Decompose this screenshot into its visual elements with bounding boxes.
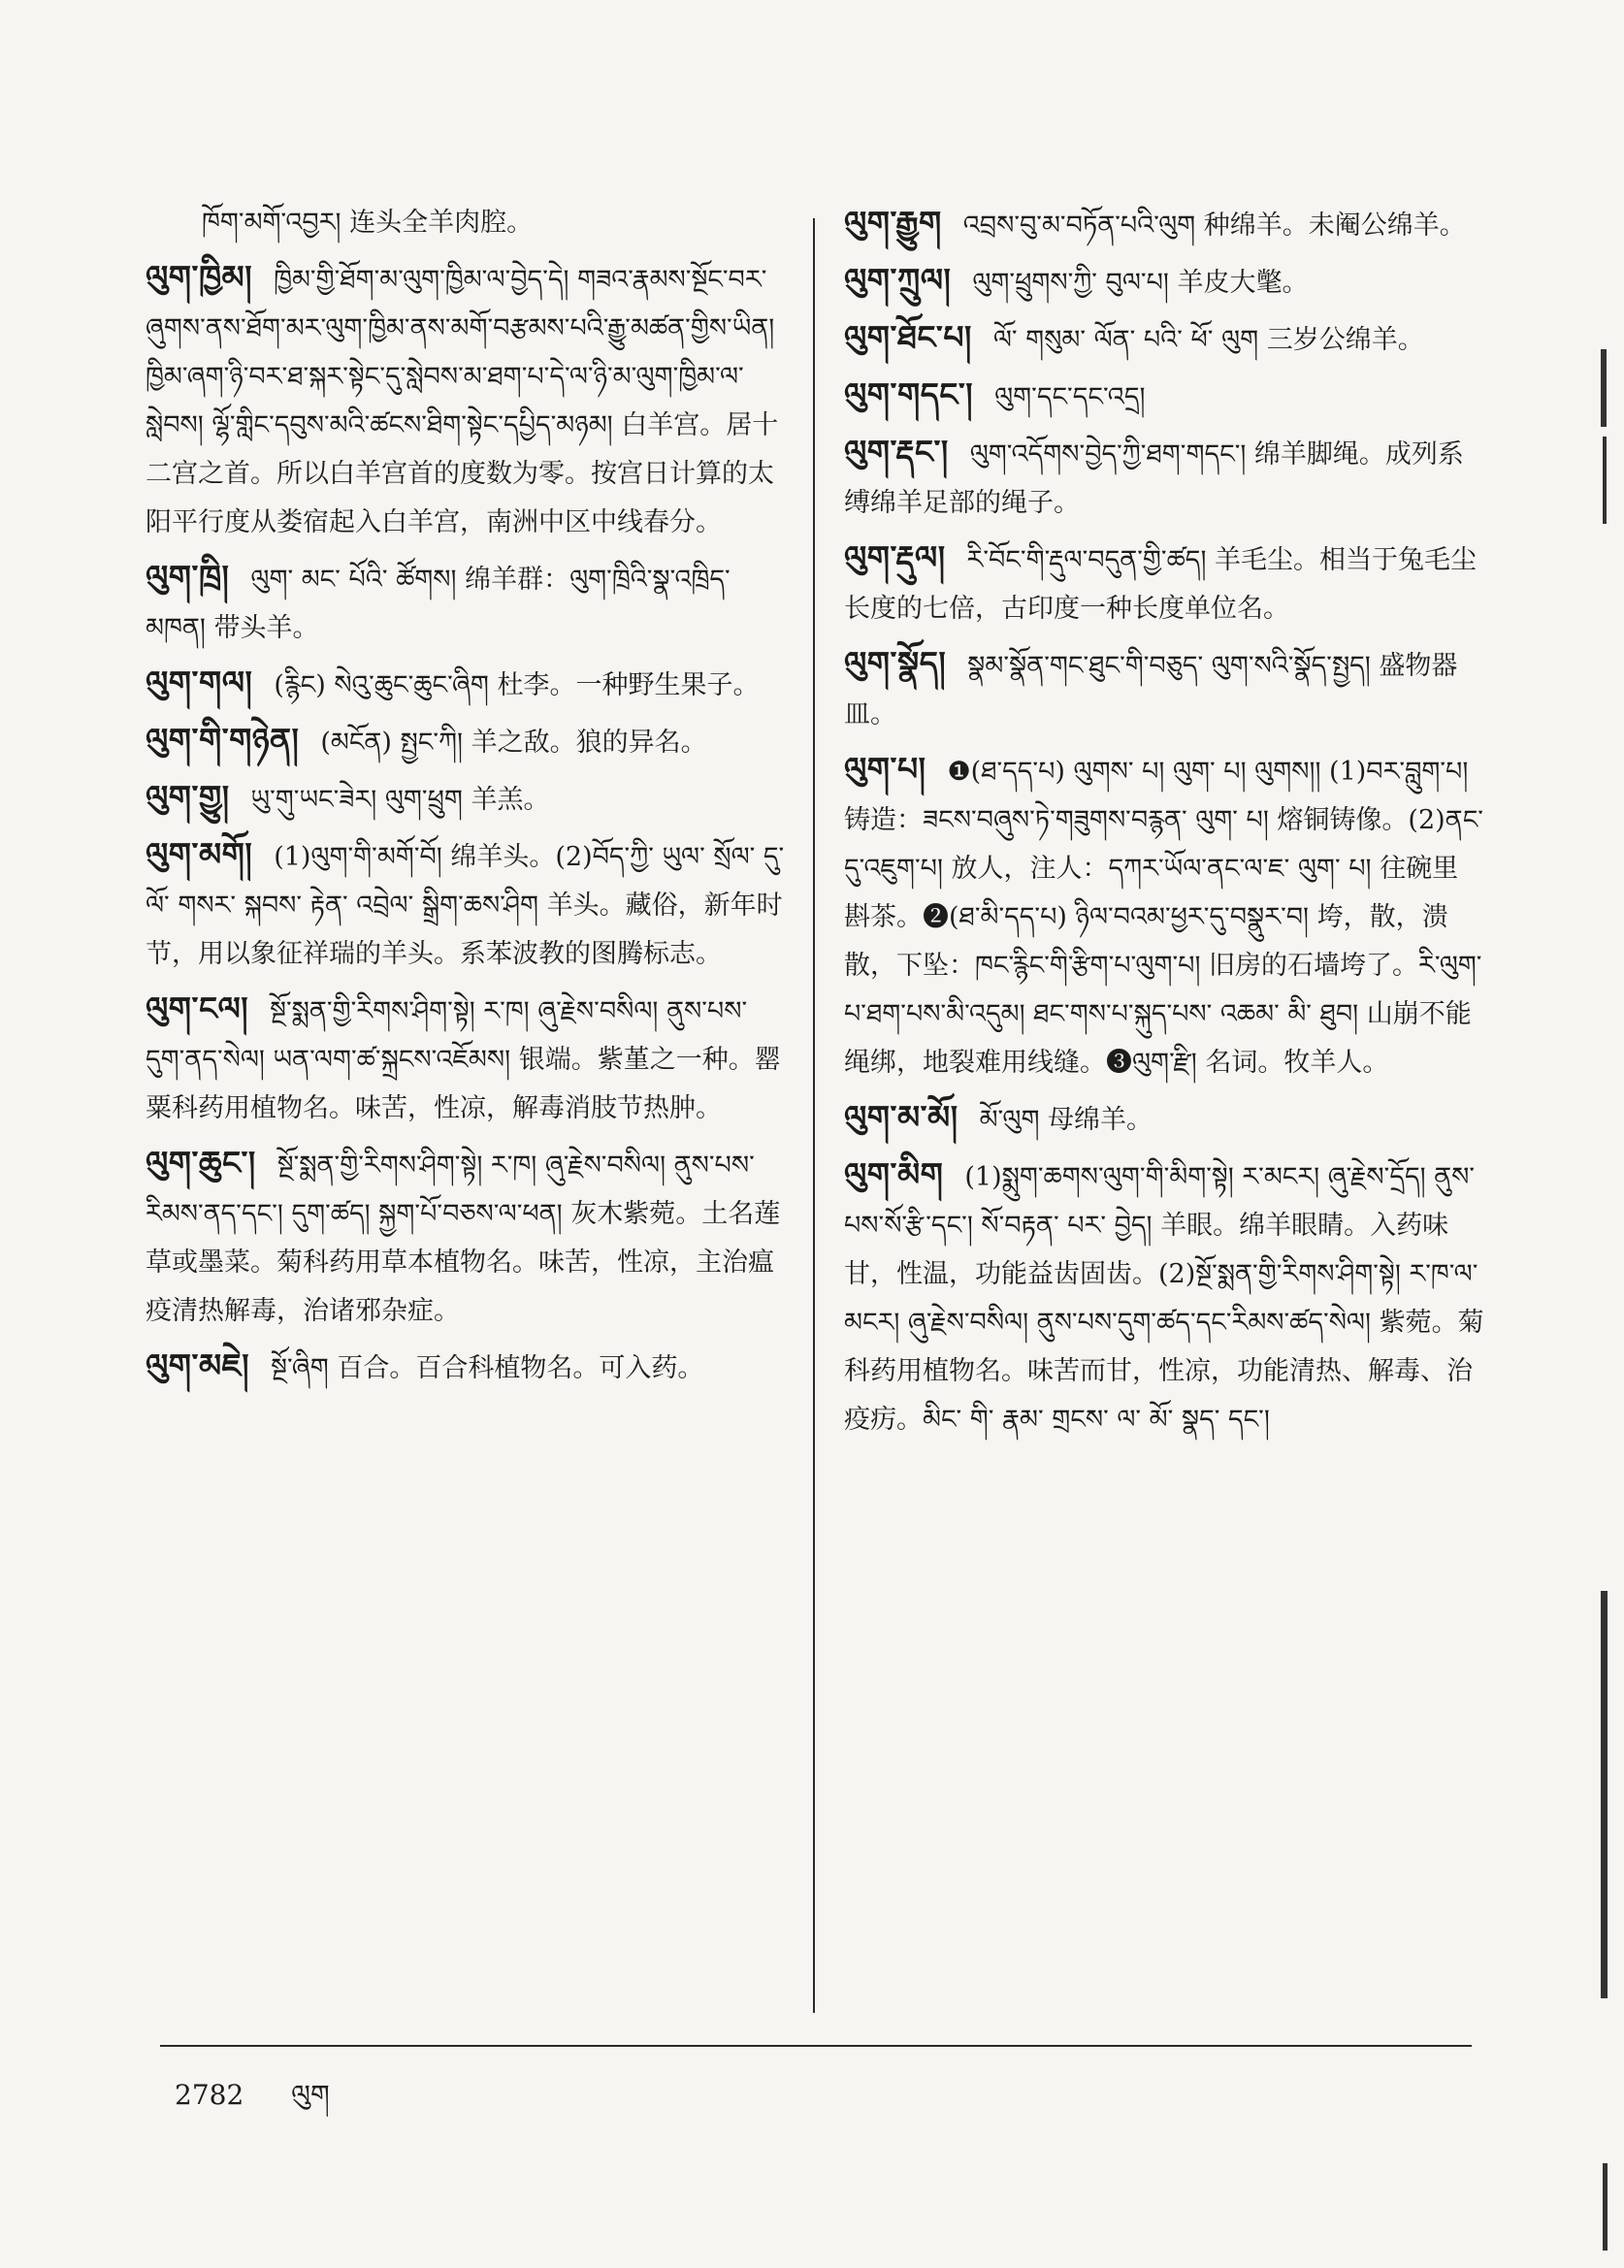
scan-mark [1601,1591,1608,1998]
dictionary-entry [844,745,1484,1087]
dictionary-entry [844,313,1484,365]
entry-definition: མོ་ལུག 母绵羊。 [979,1105,1153,1135]
entry-headword: ལུག་ཁྲི། [146,558,230,596]
page-footer [175,2064,330,2141]
page-number: 2782 [175,2079,244,2111]
entry-headword: ལུག་པ། [844,750,926,788]
entry-definition: སྔོ་ཞིག 百合。百合科植物名。可入药。 [271,1353,704,1383]
dictionary-entry [146,253,786,547]
dictionary-entry [844,639,1484,739]
dictionary-entry [844,534,1484,633]
left-entry-list [146,253,786,1393]
entry-definition: ཁྱིམ་གྱི་ཐོག་མ་ལུག་ཁྱིམ་ལ་བྱེད་དེ། གཟའ་རྣམས་སྔོང་བར་ཞུགས་ནས་ཐོག་མར་ལུག་ཁྱིམ་ནས་མགོ་བརྩམས་པའི་རྒྱུ་མཚན་གྱིས་ཡིན། ཁྱིམ་ཞག་ཉི་བར་ཐ་སྐར་སྟེང་དུ་སླེབས་མ་ཐག་པ་དེ་ལ་ཉི་མ་ལུག་ཁྱིམ་ལ་སླེབས། ལྷོ་གླིང་དབུས་མའི་ཚངས་ཐིག་སྟེང་དཔྱིད་མཉམ། 白羊宫。居十二宫之首。所以白羊宫首的度数为零。按宫日计算的太阳平行度从娄宿起入白羊宫，南洲中区中线春分。 [146,265,779,537]
dictionary-entry [844,371,1484,422]
entry-definition: རི་བོང་གི་རྡུལ་བདུན་གྱི་ཚད། 羊毛尘。相当于兔毛尘长度的七倍，古印度一种长度单位名。 [844,545,1478,624]
entry-headword: ལུག་གལ། [146,664,253,701]
entry-headword: ལུག་མ་མོ། [844,1098,958,1136]
dictionary-entry [844,199,1484,250]
scan-mark [1603,437,1607,524]
entry-definition: ཡུ་གུ་ཡང་ཟེར། ལུག་ཕྲུག 羊羔。 [250,785,550,815]
dictionary-entry [146,830,786,979]
dictionary-entry [146,773,786,825]
footer-rule [160,2045,1472,2047]
dictionary-entry [844,256,1484,308]
entry-definition: འབྲས་བུ་མ་བཏོན་པའི་ལུག 种绵羊。未阉公绵羊。 [962,211,1466,241]
entry-headword: ལུག་རྡང་། [844,433,949,470]
entry-headword: ལུག་རྒྱུག [844,204,942,242]
entry-definition: སྣམ་སྣོན་གང་ཐུང་གི་བཅུད་ ལུག་སའི་སྣོད་སྤྱད། 盛物器皿。 [844,651,1458,729]
entry-definition: སྔོ་སྨན་གྱི་རིགས་ཤིག་སྟེ། ར་ཁ། ཞུ་རྗེས་བསིལ། ནུས་པས་རིམས་ནད་དང་། དུག་ཚད། སྐྱག་པོ་བཅས་ལ་ཕན། 灰木紫菀。土名莲草或墨菜。菊科药用草本植物名。味苦，性凉，主治瘟疫清热解毒，治诸邪杂症。 [146,1150,781,1326]
entry-definition: (1)ལུག་གི་མགོ་བོ། 绵羊头。(2)བོད་ཀྱི་ ཡུལ་ སྲོལ་ དུ་ ལོ་ གསར་ སྐབས་ རྟེན་ འབྲེལ་ སྒྲིག་ཆས་ཤིག 羊头。藏俗，新年时节，用以象征祥瑞的羊头。系苯波教的图腾标志。 [146,842,785,969]
dictionary-entry [146,553,786,653]
scan-mark [1603,2163,1608,2251]
entry-headword: ལུག་མགོ། [146,835,253,873]
entry-headword: ལུག་གྱུ། [146,778,230,816]
entry-headword: ལུག་སྣོད། [844,644,947,682]
entry-definition: (1)སྨུག་ཆགས་ལུག་གི་མིག་སྟེ། ར་མངར། ཞུ་རྗེས་དྲོད། ནུས་པས་སོ་རྩི་དང་། སོ་བརྟན་ པར་ བྱེད། 羊眼。绵羊眼睛。入药味甘，性温，功能益齿固齿。(2)སྔོ་སྨན་གྱི་རིགས་ཤིག་སྟེ། ར་ཁ་ལ་མངར། ཞུ་རྗེས་བསིལ། ནུས་པས་དུག་ཚད་དང་རིམས་ཚད་སེལ། 紫菀。菊科药用植物名。味苦而甘，性凉，功能清热、解毒、治疫疠。མིང་ གི་ རྣམ་ གྲངས་ ལ་ མོ་ སྣད་ དང་། [844,1162,1484,1435]
entry-definition: (རྙིང) སེའུ་ཆུང་ཆུང་ཞིག 杜李。一种野生果子。 [274,670,760,700]
left-column [146,199,786,1399]
entry-headword: ལུག་ཐོང་པ། [844,318,972,356]
dictionary-entry [146,1139,786,1336]
dictionary-entry [146,1342,786,1393]
entry-headword: ལུག་ཁྱིམ། [146,258,253,296]
running-head: ལུག [291,2079,330,2111]
entry-definition: ❶(ཐ་དད་པ) ལུགས་ པ། ལུག་ པ། ལུགས།། (1)བར་བླུག་པ། 铸造：ཟངས་བཞུས་ཏེ་གཟུགས་བརྙན་ ལུག་ པ། 熔铜铸像。(2)ནང་དུ་འཇུག་པ། 放人，注人：དཀར་ཡོལ་ནང་ལ་ཇ་ ལུག་ པ། 往碗里斟茶。❷(ཐ་མི་དད་པ) ཉིལ་བའམ་ཕྱར་དུ་བསྣུར་བ། 垮，散，溃散，下坠：ཁང་རྙིང་གི་རྩིག་པ་ལུག་པ། 旧房的石墙垮了。རི་ལུག་པ་ཐག་པས་མི་འདུམ། ཐང་གས་པ་སྐུད་པས་ འཆམ་ མི་ ཐུབ། 山崩不能绳绑，地裂难用线缝。❸ལུག་རྫི། 名词。牧羊人。 [844,757,1483,1078]
entry-headword: ལུག་རྡུལ། [844,538,946,576]
dictionary-entry [146,716,786,767]
dictionary-entry [844,1150,1484,1444]
dictionary-entry [844,428,1484,528]
entry-headword: ལུག་གདང་། [844,375,974,413]
dictionary-entry [146,985,786,1133]
entry-headword: ལུག་མཇེ། [146,1346,250,1384]
entry-definition: ལོ་ གསུམ་ ལོན་ པའི་ ཕོ་ ལུག 三岁公绵羊。 [992,325,1424,355]
continuation-text: ཁོག་མགོ་འབྱར། 连头全羊肉腔。 [202,208,534,238]
entry-definition: ལུག་ མང་ པོའི་ ཚོགས། 绵羊群：ལུག་ཁྲིའི་སྣ་འཁྲིད་མཁན། 带头羊。 [146,565,731,643]
entry-headword: ལུག་ཀྲུལ། [844,261,952,299]
scan-mark [1601,349,1607,427]
entry-headword: ལུག་མིག [844,1155,944,1193]
entry-headword: ལུག་ཆུང་། [146,1144,256,1182]
entry-headword: ལུག་ངལ། [146,989,249,1027]
entry-definition: ལུག་དང་དང་འདྲ། [994,382,1146,412]
entry-definition: ལུག་ཕྲུགས་ཀྱི་ བུལ་པ། 羊皮大氅。 [972,268,1309,298]
dictionary-entry [146,659,786,710]
right-entry-list [844,199,1484,1444]
column-divider [813,218,815,2013]
entry-headword: ལུག་གི་གཉེན། [146,721,300,759]
entry-definition: སྔོ་སྨན་གྱི་རིགས་ཤིག་སྟེ། ར་ཁ། ཞུ་རྗེས་བསིལ། ནུས་པས་དུག་ནད་སེལ། ཡན་ལག་ཚ་སྐྲངས་འཇོམས། 银端。紫堇之一种。罂粟科药用植物名。味苦，性凉，解毒消肢节热肿。 [146,996,781,1123]
dictionary-entry [844,1093,1484,1145]
entry-definition: (མངོན) སྤྱང་ཀི། 羊之敌。狼的异名。 [320,728,707,758]
right-column [844,199,1484,1450]
entry-definition: ལུག་འདོགས་བྱེད་ཀྱི་ཐག་གདང་། 绵羊脚绳。成列系缚绵羊足部的绳子。 [844,439,1464,518]
